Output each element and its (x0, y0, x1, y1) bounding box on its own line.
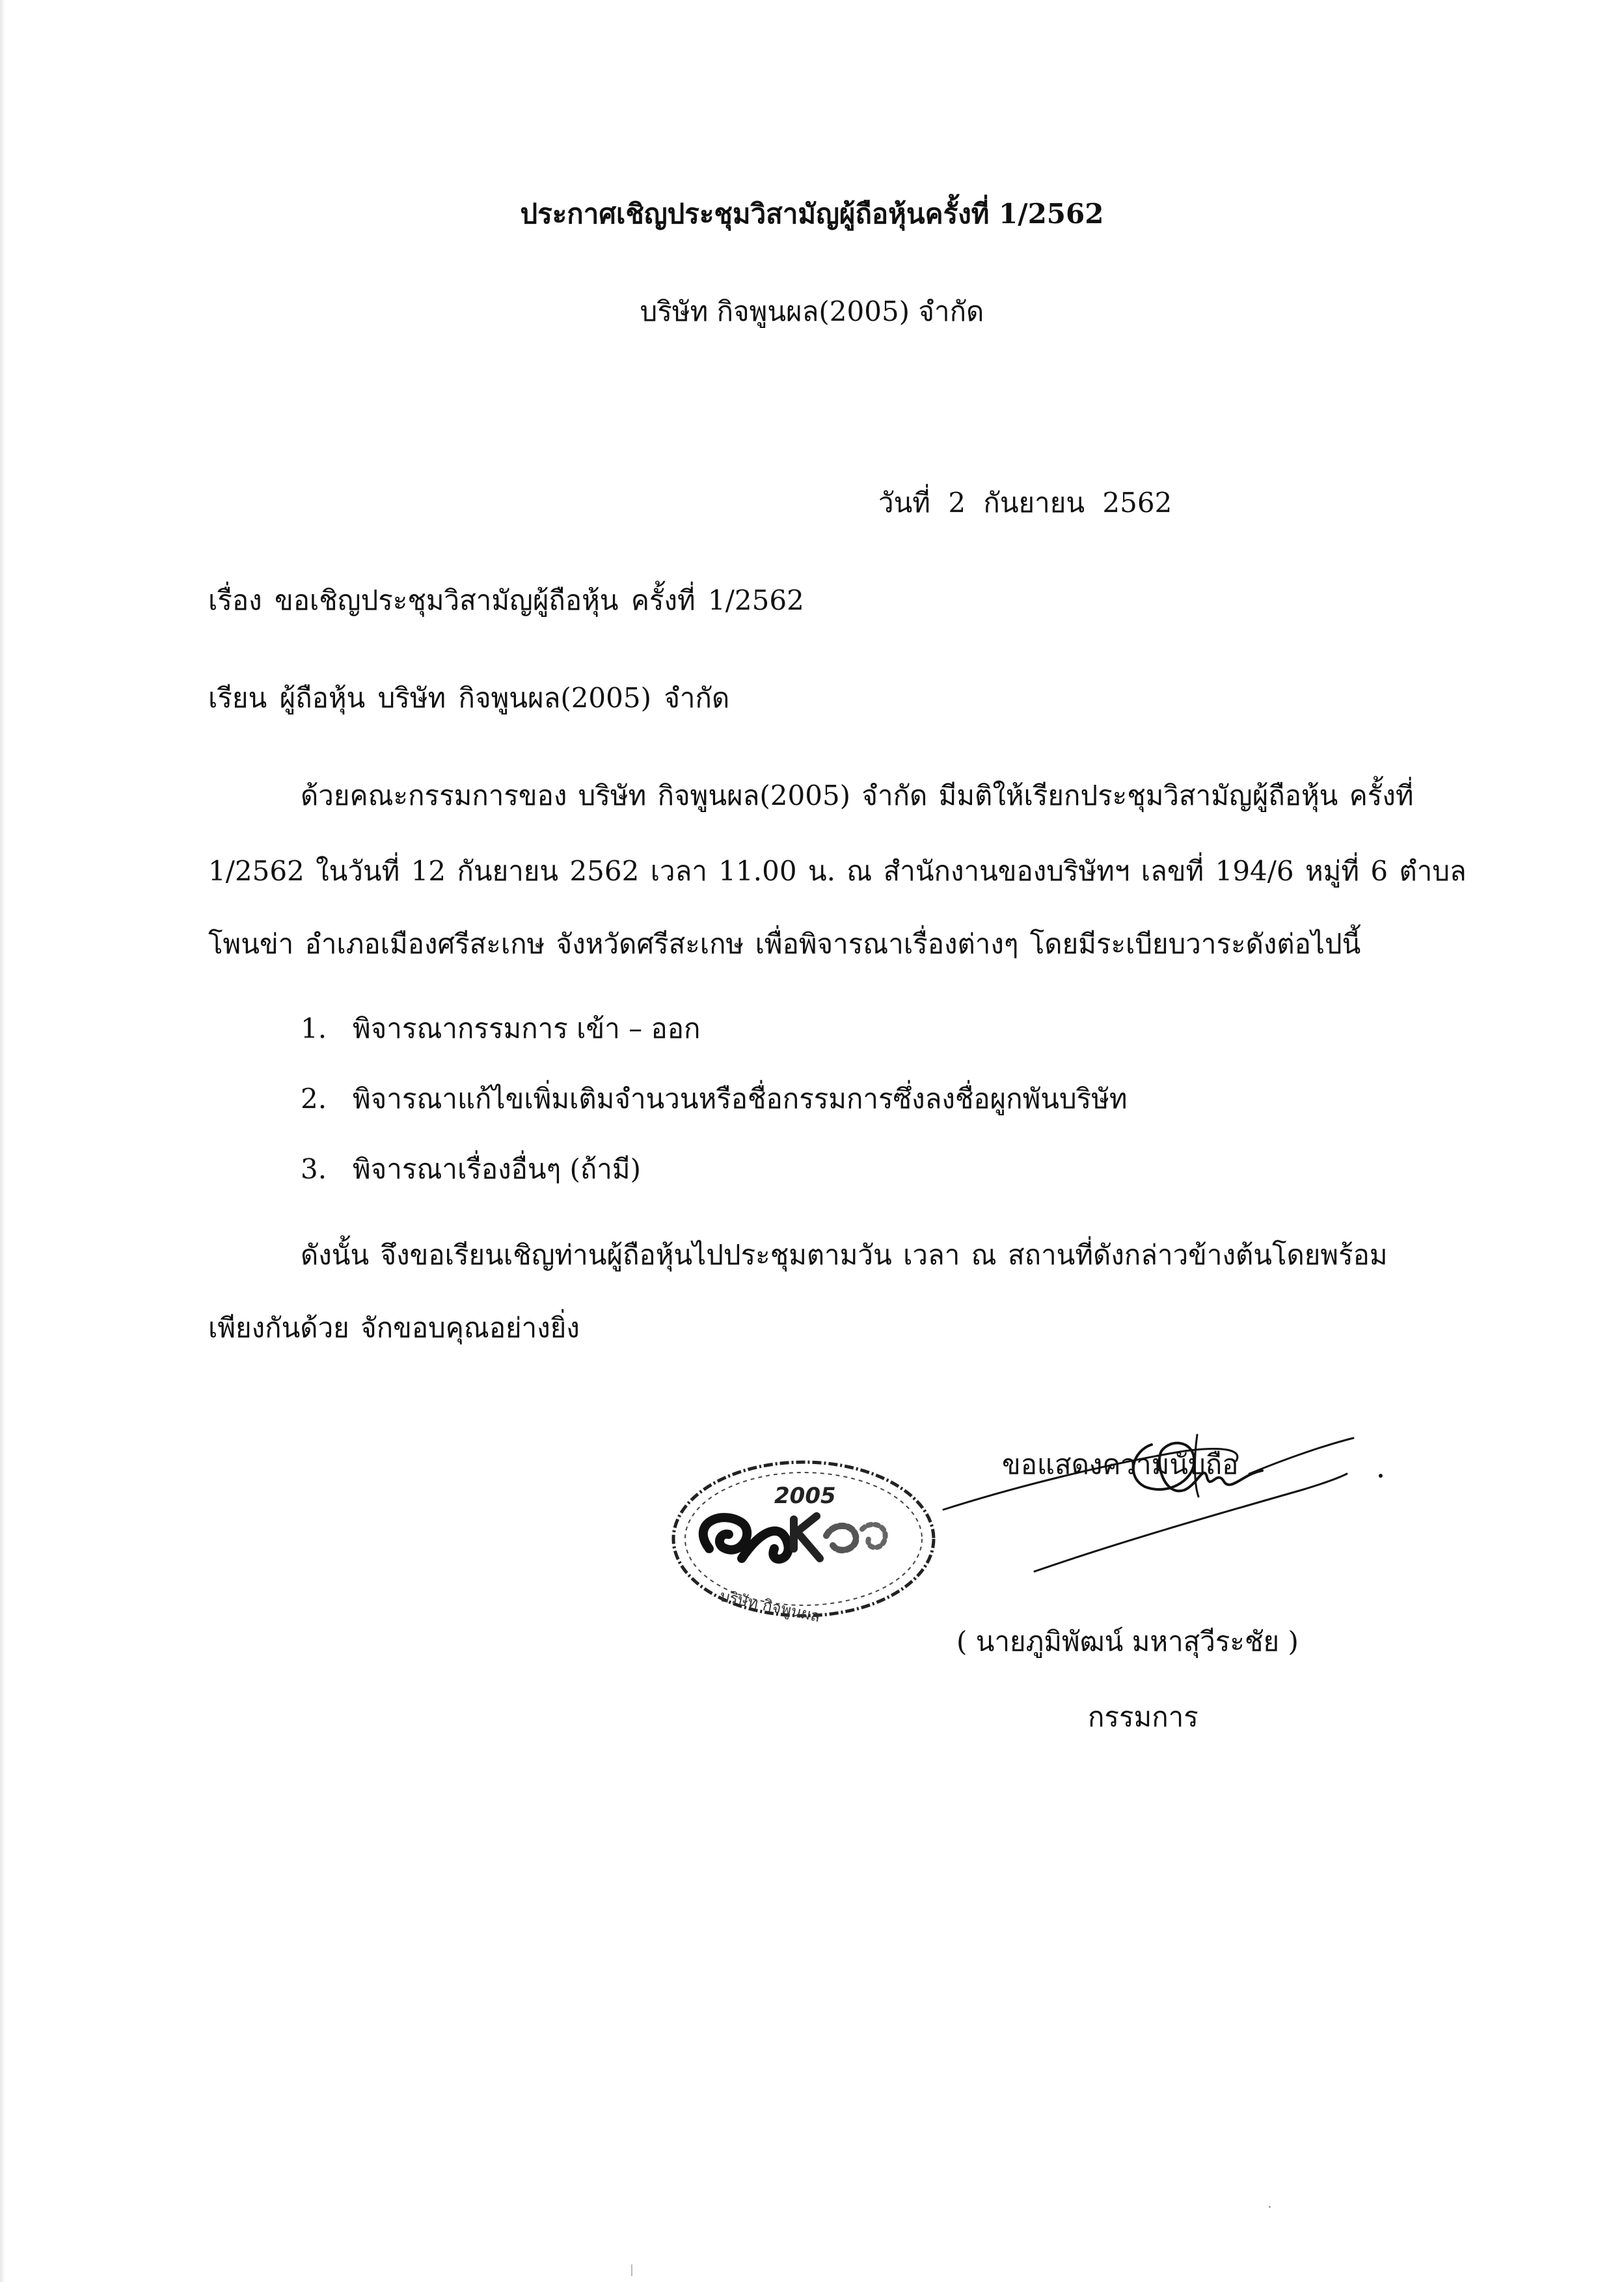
document-title: ประกาศเชิญประชุมวิสามัญผู้ถือหุ้นครั้งที่ 1/2562 (520, 198, 1104, 230)
signatory-name: ( นายภูมิพัฒน์ มหาสุวีระชัย ) (956, 1625, 1299, 1657)
company-name: บริษัท กิจพูนผล(2005) จำกัด (640, 295, 984, 327)
agenda-item (301, 1148, 641, 1191)
agenda-item-number: 2. (301, 1083, 327, 1115)
body-paragraph-line-3: โพนข่า อำเภอเมืองศรีสะเกษ จังหวัดศรีสะเกษ เพื่อพิจารณาเรื่องต่างๆ โดยมีระเบียบวาระดังต่อไปนี้ (208, 928, 1361, 960)
handwritten-signature (937, 1412, 1405, 1607)
recipient-line: เรียน ผู้ถือหุ้น บริษัท กิจพูนผล(2005) จำกัด (208, 682, 730, 714)
closing-paragraph-line-2: เพียงกันด้วย จักขอบคุณอย่างยิ่ง (208, 1312, 580, 1344)
subject-line: เรื่อง ขอเชิญประชุมวิสามัญผู้ถือหุ้น ครั้งที่ 1/2562 (208, 584, 804, 616)
seal-year-text: 2005 (774, 1483, 836, 1509)
agenda-item (301, 1078, 1128, 1121)
scan-speck (631, 2264, 632, 2276)
body-paragraph-line-2: 1/2562 ในวันที่ 12 กันยายน 2562 เวลา 11.00 น. ณ สำนักงานของบริษัทฯ เลขที่ 194/6 หมู่ที่ 6 ตำบล (208, 855, 1467, 887)
signatory-position: กรรมการ (1088, 1701, 1198, 1733)
agenda-item-number: 3. (301, 1153, 327, 1185)
agenda-item (301, 1007, 700, 1050)
agenda-item-number: 1. (301, 1012, 327, 1044)
agenda-item-text: พิจารณาเรื่องอื่นๆ (ถ้ามี) (353, 1153, 641, 1185)
signature-greeting: ขอแสดงความนับถือ (1002, 1448, 1239, 1480)
scan-edge-artifact (0, 0, 5, 2282)
agenda-item-text: พิจารณากรรมการ เข้า – ออก (353, 1012, 701, 1044)
company-seal-stamp (664, 1451, 943, 1627)
document-date: วันที่ 2 กันยายน 2562 (878, 487, 1172, 519)
body-paragraph-line-1: ด้วยคณะกรรมการของ บริษัท กิจพูนผล(2005) จำกัด มีมติให้เรียกประชุมวิสามัญผู้ถือหุ้น ครั้งที่ (301, 780, 1414, 811)
agenda-item-text: พิจารณาแก้ไขเพิ่มเติมจำนวนหรือชื่อกรรมการซึ่งลงชื่อผูกพันบริษัท (353, 1083, 1128, 1115)
closing-paragraph-line-1: ดังนั้น จึงขอเรียนเชิญท่านผู้ถือหุ้นไปประชุมตามวัน เวลา ณ สถานที่ดังกล่าวข้างต้นโดยพร้อม (301, 1239, 1388, 1271)
scan-speck (1269, 2206, 1271, 2208)
seal-company-text: บริษัท กิจพูนผล (718, 1586, 822, 1626)
